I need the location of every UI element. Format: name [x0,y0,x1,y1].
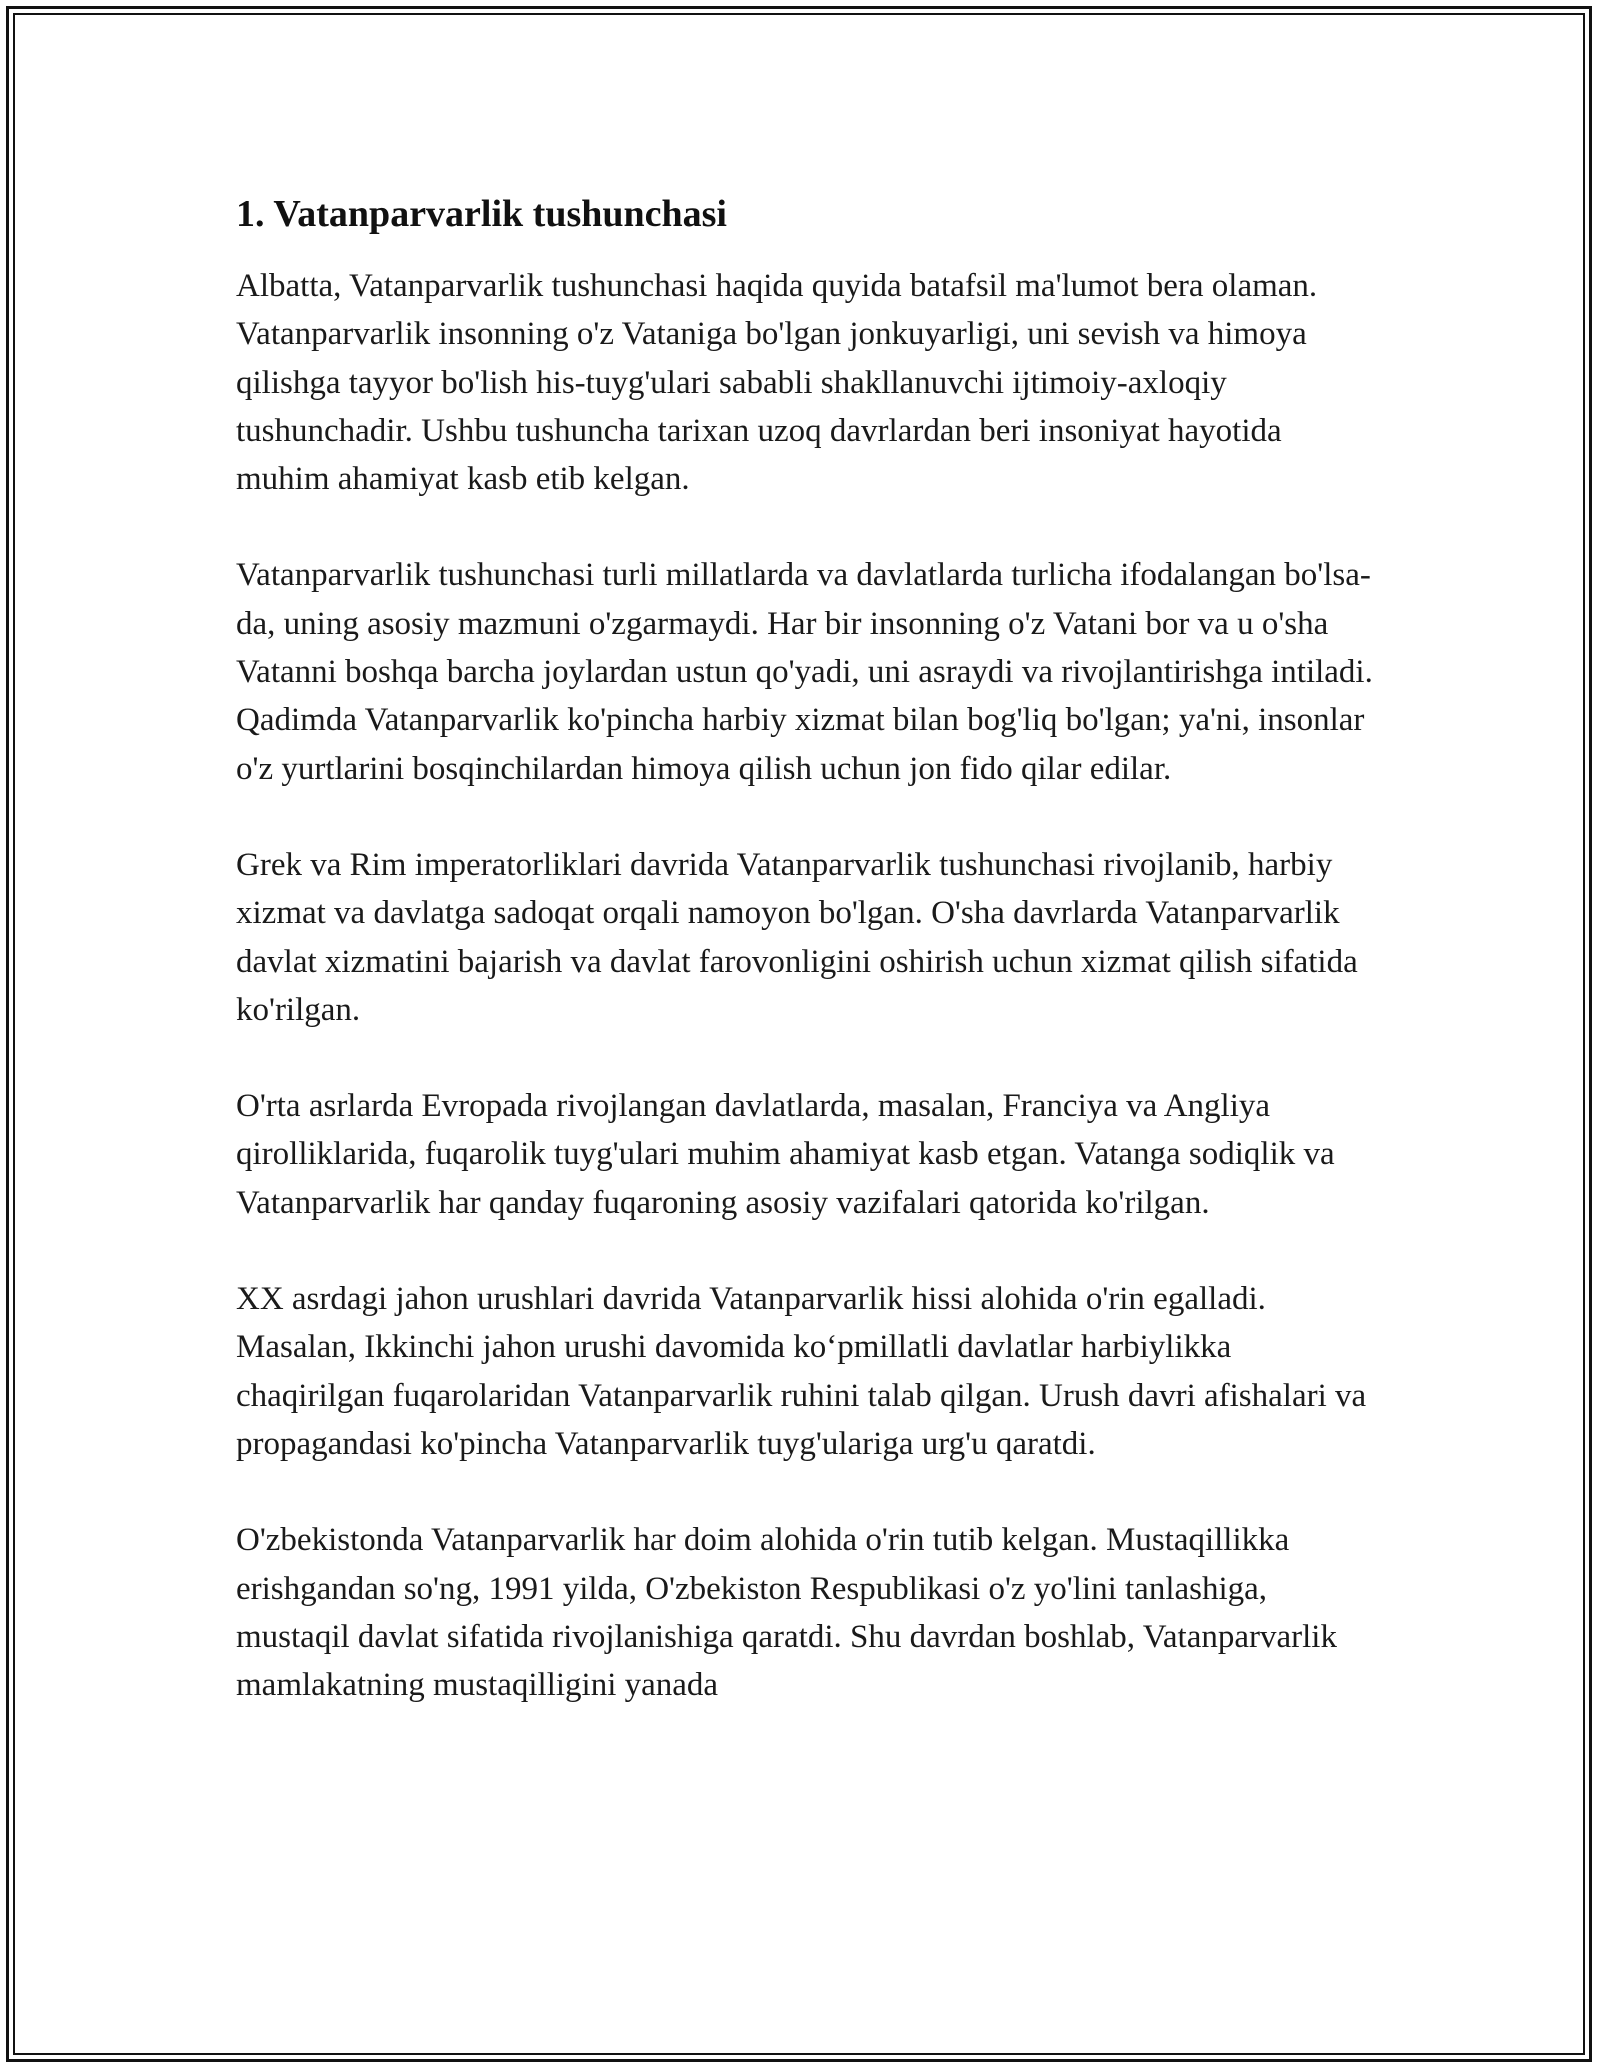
section-heading: 1. Vatanparvarlik tushunchasi [236,193,727,235]
paragraph-3: Grek va Rim imperatorliklari davrida Vatanparvarlik tushunchasi rivojlanib, harbiy xizmat va davlatga sadoqat orqali namoyon bo'lgan. O'sha davrlarda Vatanparvarlik davlat xizmatini bajarish va davlat farovonligini oshirish uchun xizmat qilish sifatida ko'rilgan. [236,846,1358,1028]
paragraph-1: Albatta, Vatanparvarlik tushunchasi haqida quyida batafsil ma'lumot bera olaman. Vatanparvarlik insonning o'z Vataniga bo'lgan jonkuyarligi, uni sevish va himoya qilishga tayyor bo'lish his-tuyg'ulari sababli shakllanuvchi ijtimoiy-axloqiy tushunchadir. Ushbu tushuncha tarixan uzoq davrlardan beri insoniyat hayotida muhim ahamiyat kasb etib kelgan. [236,268,1318,498]
paragraph-5: XX asrdagi jahon urushlari davrida Vatanparvarlik hissi alohida o'rin egalladi. Masalan, Ikkinchi jahon urushi davomida ko‘pmillatli davlatlar harbiylikka chaqirilgan fuqarolaridan Vatanparvarlik ruhini talab qilgan. Urush davri afishalari va propagandasi ko'pincha Vatanparvarlik tuyg'ulariga urg'u qaratdi. [236,1281,1367,1462]
paragraph-2: Vatanparvarlik tushunchasi turli millatlarda va davlatlarda turlicha ifodalangan bo'lsa-da, uning asosiy mazmuni o'zgarmaydi. Har bir insonning o'z Vatani bor va u o'sha Vatanni boshqa barcha joylardan ustun qo'yadi, uni asraydi va rivojlantirishga intiladi. Qadimda Vatanparvarlik ko'pincha harbiy xizmat bilan bog'liq bo'lgan; ya'ni, insonlar o'z yurtlarini bosqinchilardan himoya qilish uchun jon fido qilar edilar. [236,557,1373,787]
paragraph-4: O'rta asrlarda Evropada rivojlangan davlatlarda, masalan, Franciya va Angliya qirolliklarida, fuqarolik tuyg'ulari muhim ahamiyat kasb etgan. Vatanga sodiqlik va Vatanparvarlik har qanday fuqaroning asosiy vazifalari qatorida ko'rilgan. [236,1088,1335,1221]
paragraph-6: O'zbekistonda Vatanparvarlik har doim alohida o'rin tutib kelgan. Mustaqillikka erishgandan so'ng, 1991 yilda, O'zbekiston Respublikasi o'z yo'lini tanlashiga, mustaqil davlat sifatida rivojlanishiga qaratdi. Shu davrdan boshlab, Vatanparvarlik mamlakatning mustaqilligini yanada [236,1522,1337,1704]
document-body [236,186,1376,1709]
